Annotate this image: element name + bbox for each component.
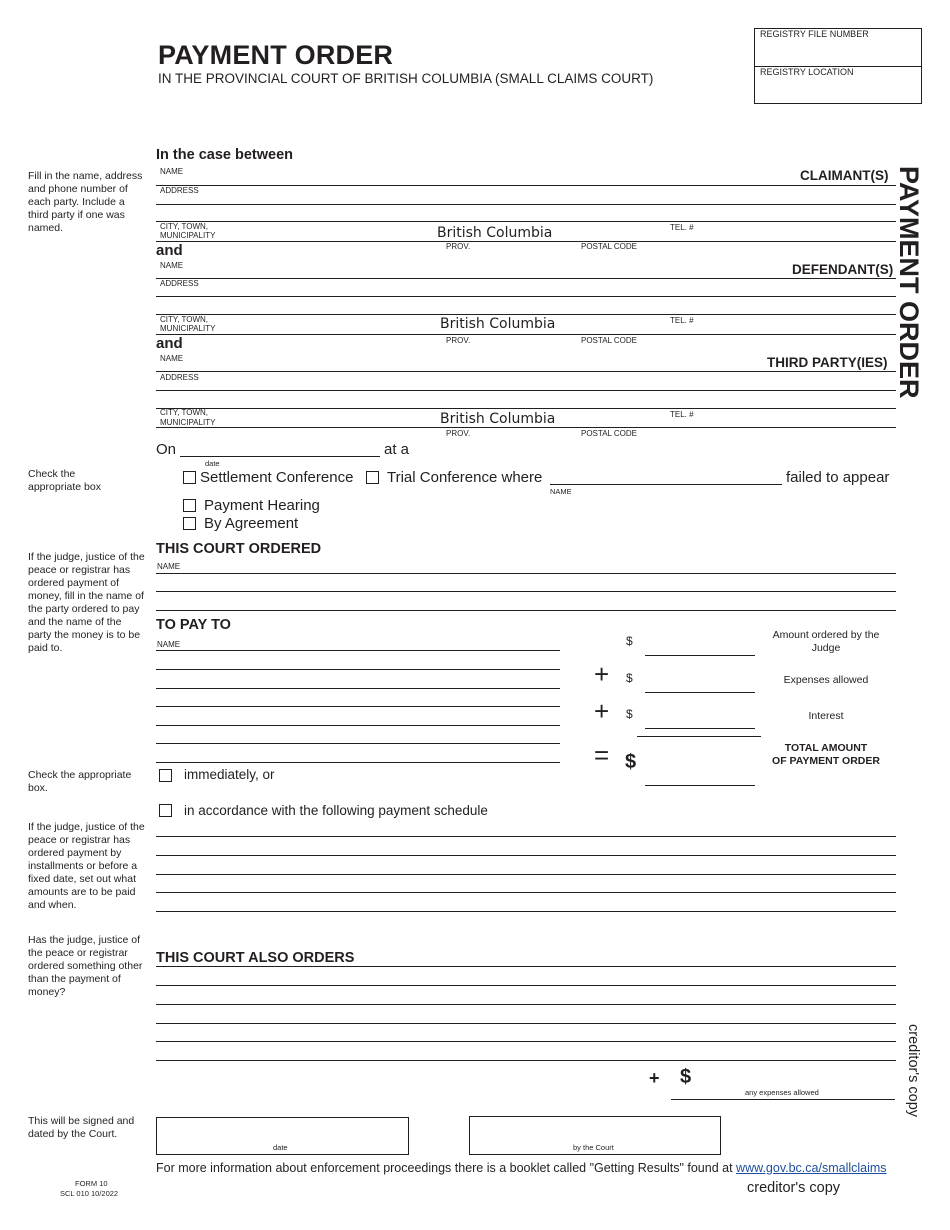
also-orders-line-6[interactable]	[156, 1060, 896, 1061]
form-number: FORM 10	[75, 1179, 108, 1188]
payee-line-1[interactable]	[156, 650, 560, 651]
expenses-dollar: $	[626, 671, 633, 685]
payee-line-7[interactable]	[156, 762, 560, 763]
defendant-name-label: NAME	[160, 261, 184, 270]
date-signature-label: date	[273, 1143, 288, 1152]
form-title: PAYMENT ORDER	[158, 40, 394, 70]
third-party-tel-label: TEL. #	[670, 410, 694, 419]
claimant-name-label: NAME	[160, 167, 184, 176]
trial-conference-label: Trial Conference where	[387, 469, 543, 486]
hearing-date-label: date	[205, 459, 220, 468]
form-subtitle: IN THE PROVINCIAL COURT OF BRITISH COLUMBIA (SMALL CLAIMS COURT)	[158, 71, 654, 86]
claimant-address-line-2[interactable]	[156, 221, 896, 222]
defendant-province-value: British Columbia	[440, 316, 556, 332]
payee-line-2[interactable]	[156, 669, 560, 670]
sum-divider-line	[637, 736, 761, 737]
also-orders-line-5[interactable]	[156, 1041, 896, 1042]
schedule-line-1[interactable]	[156, 836, 896, 837]
defendant-city-line[interactable]	[156, 334, 896, 335]
immediately-label: immediately, or	[184, 767, 275, 782]
claimant-postal-label: POSTAL CODE	[581, 242, 638, 251]
registry-box	[754, 28, 922, 104]
case-heading: In the case between	[156, 147, 293, 163]
third-party-name-line[interactable]	[156, 371, 896, 372]
footer-info	[156, 1161, 887, 1175]
defendant-prov-label: PROV.	[446, 336, 471, 345]
defendant-city-label-2: MUNICIPALITY	[160, 324, 216, 333]
court-ordered-line-2[interactable]	[156, 591, 896, 592]
defendant-city-label-1: CITY, TOWN,	[160, 315, 209, 324]
court-ordered-name-label: NAME	[157, 562, 181, 571]
vertical-copy-label: creditor's copy	[905, 1024, 921, 1118]
claimant-address-label: ADDRESS	[160, 186, 199, 195]
schedule-line-3[interactable]	[156, 874, 896, 875]
third-party-address-line-2[interactable]	[156, 408, 896, 409]
payment-hearing-checkbox[interactable]	[183, 499, 196, 512]
third-party-city-label-2: MUNICIPALITY	[160, 418, 216, 427]
to-pay-to-name-label: NAME	[157, 640, 181, 649]
total-line[interactable]	[645, 785, 755, 786]
any-expenses-label: any expenses allowed	[745, 1088, 819, 1097]
footer-copy-label: creditor's copy	[747, 1180, 841, 1196]
note-check-box: Check the appropriate box	[28, 468, 101, 493]
claimant-address-line[interactable]	[156, 204, 896, 205]
third-party-city-line[interactable]	[156, 427, 896, 428]
third-party-label: THIRD PARTY(IES)	[767, 355, 888, 370]
court-ordered-line-3[interactable]	[156, 610, 896, 611]
and-label-2: and	[156, 335, 183, 352]
registry-file-number-field[interactable]	[755, 29, 921, 66]
hearing-date-line[interactable]	[180, 456, 380, 457]
registry-location-label: REGISTRY LOCATION	[760, 67, 854, 77]
third-party-name-label: NAME	[160, 354, 184, 363]
on-label: On	[156, 441, 177, 458]
amount-judge-dollar: $	[626, 634, 633, 648]
also-orders-line-3[interactable]	[156, 1004, 896, 1005]
payee-line-6[interactable]	[156, 743, 560, 744]
defendant-address-line[interactable]	[156, 296, 896, 297]
form-code: SCL 010 10/2022	[60, 1189, 119, 1198]
defendant-address-line-2[interactable]	[156, 314, 896, 315]
trial-conference-checkbox[interactable]	[366, 471, 379, 484]
registry-location-field[interactable]	[755, 66, 921, 104]
registry-file-number-label: REGISTRY FILE NUMBER	[760, 29, 869, 39]
note-judge-ordered: If the judge, justice of the peace or registrar has ordered payment of money, fill in the name of the party ordered to pay and the name of the party the money is to be paid to.	[28, 551, 145, 654]
by-agreement-checkbox[interactable]	[183, 517, 196, 530]
to-pay-to-heading: TO PAY TO	[156, 617, 231, 633]
third-party-address-label: ADDRESS	[160, 373, 199, 382]
failed-to-appear-label: failed to appear	[786, 469, 890, 486]
court-ordered-line-1[interactable]	[156, 573, 896, 574]
claimant-name-line[interactable]	[156, 185, 896, 186]
payment-hearing-label: Payment Hearing	[204, 497, 320, 514]
expenses-allowed-line[interactable]	[671, 1099, 895, 1100]
third-party-city-label-1: CITY, TOWN,	[160, 408, 209, 417]
note-check-box-2: Check the appropriate box.	[28, 769, 132, 794]
total-dollar: $	[625, 751, 637, 773]
note-fill-parties: Fill in the name, address and phone number of each party. Include a third party if one was named.	[28, 170, 143, 234]
amount-judge-line[interactable]	[645, 655, 755, 656]
claimant-province-value: British Columbia	[437, 225, 553, 241]
defendant-postal-label: POSTAL CODE	[581, 336, 638, 345]
schedule-label: in accordance with the following payment schedule	[184, 803, 488, 818]
equals-symbol: =	[594, 740, 610, 770]
plus-symbol-1: +	[594, 659, 610, 689]
claimant-city-label-1: CITY, TOWN,	[160, 222, 209, 231]
expenses-line[interactable]	[645, 692, 755, 693]
claimant-city-line[interactable]	[156, 241, 896, 242]
also-orders-line-1[interactable]	[156, 966, 896, 967]
at-a-label: at a	[384, 441, 410, 458]
smallclaims-link[interactable]: www.gov.bc.ca/smallclaims	[736, 1161, 887, 1175]
interest-line[interactable]	[645, 728, 755, 729]
schedule-line-5[interactable]	[156, 911, 896, 912]
claimant-prov-label: PROV.	[446, 242, 471, 251]
note-something-else: Has the judge, justice of the peace or registrar ordered something other than the payment of money?	[28, 934, 143, 998]
interest-label: Interest	[808, 710, 844, 722]
court-ordered-heading: THIS COURT ORDERED	[156, 541, 322, 557]
expenses-label: Expenses allowed	[783, 674, 869, 686]
vertical-title: PAYMENT ORDER	[894, 166, 924, 399]
court-signature-label: by the Court	[573, 1143, 614, 1152]
also-orders-line-2[interactable]	[156, 985, 896, 986]
settlement-conference-label: Settlement Conference	[200, 469, 354, 486]
total-label-2: OF PAYMENT ORDER	[772, 755, 880, 767]
also-orders-heading: THIS COURT ALSO ORDERS	[156, 950, 355, 966]
schedule-line-2[interactable]	[156, 855, 896, 856]
failed-party-name-line[interactable]	[550, 484, 782, 485]
claimant-city-label-2: MUNICIPALITY	[160, 231, 216, 240]
settlement-conference-checkbox[interactable]	[183, 471, 196, 484]
claimant-tel-label: TEL. #	[670, 223, 694, 232]
payee-line-4[interactable]	[156, 706, 560, 707]
failed-party-name-label: NAME	[550, 487, 572, 496]
defendant-address-label: ADDRESS	[160, 279, 199, 288]
schedule-line-4[interactable]	[156, 892, 896, 893]
third-party-postal-label: POSTAL CODE	[581, 429, 638, 438]
immediately-checkbox[interactable]	[159, 769, 172, 782]
defendant-name-line[interactable]	[156, 278, 896, 279]
footer-info-text: For more information about enforcement proceedings there is a booklet called "Getting Results" found at	[156, 1161, 733, 1175]
note-signed: This will be signed and dated by the Court.	[28, 1115, 135, 1140]
expenses-plus-symbol: +	[649, 1068, 660, 1088]
and-label-1: and	[156, 242, 183, 259]
payee-line-5[interactable]	[156, 725, 560, 726]
third-party-prov-label: PROV.	[446, 429, 471, 438]
third-party-address-line[interactable]	[156, 390, 896, 391]
total-label-1: TOTAL AMOUNT	[784, 742, 868, 754]
defendant-tel-label: TEL. #	[670, 316, 694, 325]
plus-symbol-2: +	[594, 696, 610, 726]
also-orders-line-4[interactable]	[156, 1023, 896, 1024]
amount-judge-label: Amount ordered by the Judge	[772, 629, 880, 654]
expenses-allowed-dollar: $	[680, 1066, 692, 1088]
schedule-checkbox[interactable]	[159, 804, 172, 817]
payee-line-3[interactable]	[156, 688, 560, 689]
third-party-province-value: British Columbia	[440, 411, 556, 427]
note-installments: If the judge, justice of the peace or registrar has ordered payment by installments or before a fixed date, set out what amounts are to be paid and when.	[28, 821, 145, 911]
claimant-label: CLAIMANT(S)	[800, 168, 889, 183]
by-agreement-label: By Agreement	[204, 515, 299, 532]
defendant-label: DEFENDANT(S)	[792, 262, 894, 277]
interest-dollar: $	[626, 707, 633, 721]
